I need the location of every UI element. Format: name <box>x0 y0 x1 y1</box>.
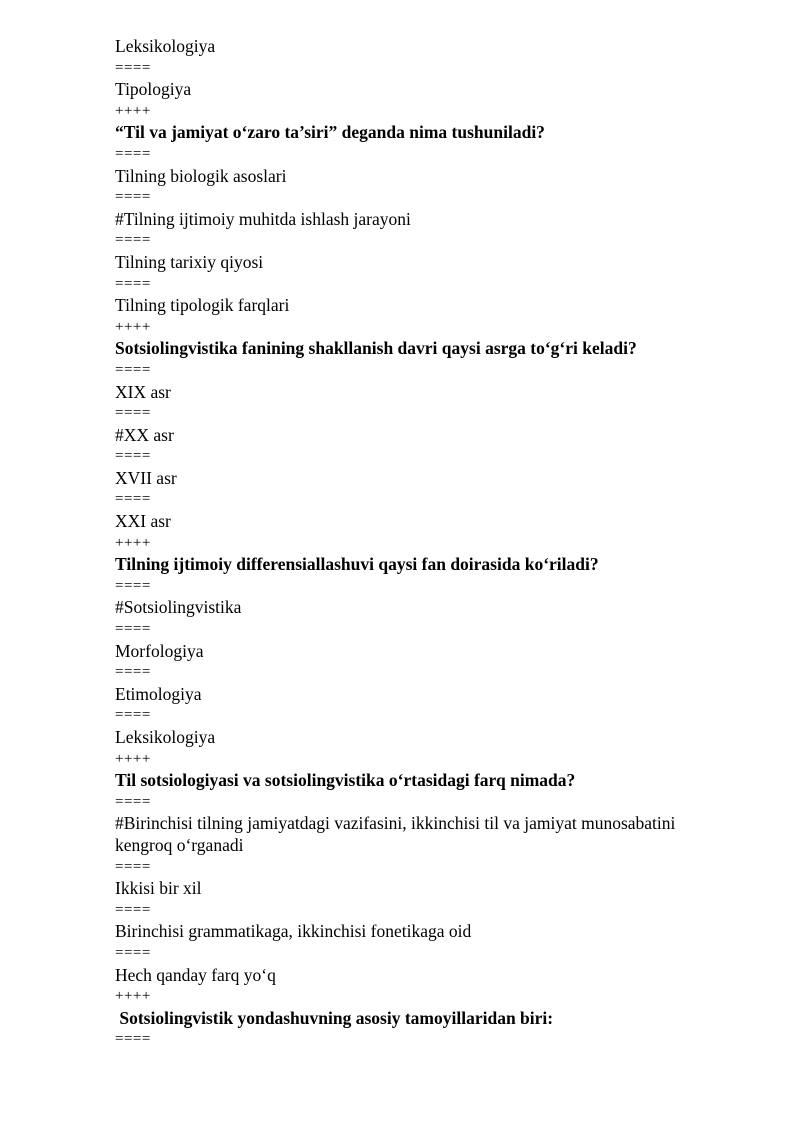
option-separator: ==== <box>115 232 151 249</box>
document-page <box>115 36 735 1051</box>
option-separator: ==== <box>115 944 151 961</box>
question-separator: ++++ <box>115 534 151 551</box>
option-separator: ==== <box>115 275 151 292</box>
answer-option: Tilning tipologik farqlari <box>115 295 290 316</box>
option-separator: ==== <box>115 448 151 465</box>
option-separator: ==== <box>115 189 151 206</box>
question-text: Sotsiolingvistik yondashuvning asosiy tamoyillaridan biri: <box>115 1007 554 1028</box>
answer-option: Tipologiya <box>115 79 192 100</box>
option-separator: ==== <box>115 901 151 918</box>
answer-option: Tilning tarixiy qiyosi <box>115 251 264 272</box>
question-text: “Til va jamiyat o‘zaro ta’siri” deganda nima tushuniladi? <box>115 122 545 143</box>
question-separator: ++++ <box>115 102 151 119</box>
correct-answer-option: #Sotsiolingvistika <box>115 597 242 618</box>
option-separator: ==== <box>115 405 151 422</box>
option-separator: ==== <box>115 664 151 681</box>
correct-answer-option: #Tilning ijtimoiy muhitda ishlash jarayoni <box>115 208 411 229</box>
question-separator: ++++ <box>115 988 151 1005</box>
answer-option: Morfologiya <box>115 640 204 661</box>
option-separator: ==== <box>115 361 151 378</box>
question-separator: ++++ <box>115 750 151 767</box>
answer-option: XIX asr <box>115 381 171 402</box>
option-separator: ==== <box>115 858 151 875</box>
question-separator: ++++ <box>115 318 151 335</box>
option-separator: ==== <box>115 577 151 594</box>
answer-option: Hech qanday farq yo‘q <box>115 964 276 985</box>
answer-option: Tilning biologik asoslari <box>115 165 287 186</box>
option-separator: ==== <box>115 491 151 508</box>
question-text: Tilning ijtimoiy differensiallashuvi qaysi fan doirasida ko‘riladi? <box>115 554 599 575</box>
correct-answer-option: #XX asr <box>115 424 174 445</box>
answer-option: Etimologiya <box>115 683 202 704</box>
option-separator: ==== <box>115 707 151 724</box>
option-separator: ==== <box>115 621 151 638</box>
option-separator: ==== <box>115 59 151 76</box>
question-text: Sotsiolingvistika fanining shakllanish davri qaysi asrga to‘g‘ri keladi? <box>115 338 637 359</box>
answer-option: XXI asr <box>115 511 171 532</box>
option-separator: ==== <box>115 793 151 810</box>
correct-answer-option: #Birinchisi tilning jamiyatdagi vazifasini, ikkinchisi til va jamiyat munosabatini kengroq o‘rganadi <box>115 813 680 855</box>
question-text: Til sotsiologiyasi va sotsiolingvistika o‘rtasidagi farq nimada? <box>115 770 576 791</box>
option-separator: ==== <box>115 1031 151 1048</box>
answer-option: Ikkisi bir xil <box>115 878 202 899</box>
answer-option: Leksikologiya <box>115 36 216 56</box>
option-separator: ==== <box>115 145 151 162</box>
answer-option: XVII asr <box>115 467 177 488</box>
answer-option: Leksikologiya <box>115 727 216 747</box>
answer-option: Birinchisi grammatikaga, ikkinchisi fonetikaga oid <box>115 921 472 942</box>
